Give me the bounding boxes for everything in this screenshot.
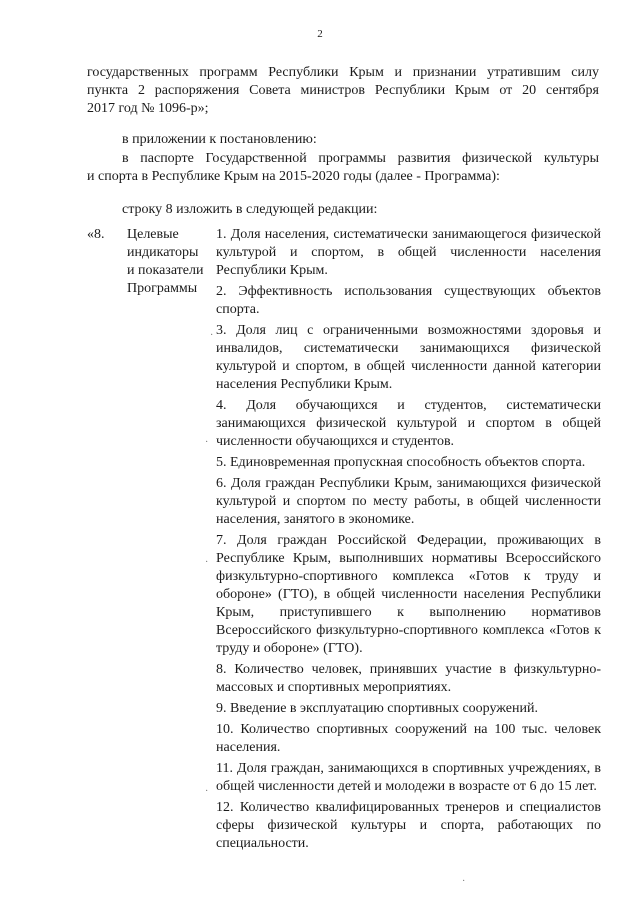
intro-line: 2017 год № 1096-р»; [87, 101, 209, 116]
instruction-paragraph [87, 201, 599, 219]
scan-speck: · [205, 437, 209, 448]
indicator-item: 3. Доля лиц с ограниченными возможностями здоровья и инвалидов, систематически занимающихся физической культурой и спортом, в общей численности данной категории населения Республики Крым. [216, 323, 601, 392]
indicator-list [216, 226, 601, 856]
passport-line: и спорта в Республике Крым на 2015-2020 годы (далее - Программа): [87, 169, 500, 184]
intro-line: государственных программ Республики Крым и признании утратившим силу [87, 65, 599, 80]
row-label-line: Программы [127, 281, 198, 296]
indicator-item: 6. Доля граждан Республики Крым, занимающихся физической культурой и спортом по месту работы, в общей численности населения, занятого в экономике. [216, 476, 601, 527]
passport-paragraph [87, 150, 599, 186]
indicator-item: 8. Количество человек, принявших участие в физкультурно-массовых и спортивных мероприятиях. [216, 662, 601, 695]
indicator-item: 12. Количество квалифицированных тренеров и специалистов сферы физической культуры и спорта, работающих по специальности. [216, 800, 601, 851]
scan-speck: · [210, 330, 214, 341]
scan-speck: · [205, 786, 209, 797]
row-label-line: Целевые [127, 227, 179, 242]
scan-speck: · [462, 876, 466, 887]
page-number: 2 [317, 28, 323, 40]
indicator-item: 5. Единовременная пропускная способность объектов спорта. [216, 455, 586, 470]
indicator-item: 1. Доля населения, систематически занимающегося физической культурой и спортом, в общей численности населения Республики Крым. [216, 227, 601, 278]
indicator-item: 2. Эффективность использования существующих объектов спорта. [216, 284, 601, 317]
appendix-text: в приложении к постановлению: [122, 132, 317, 147]
indicator-item: 7. Доля граждан Российской Федерации, проживающих в Республике Крым, выполнивших нормативы Всероссийского физкультурно-спортивного комплекса «Готов к труду и обороне» (ГТО), в общей численности населения Республики Крым, приступившего к выполнению нормативов Всероссийского физкультурно-спортивного комплекса «Готов к труду и обороне» (ГТО). [216, 533, 601, 656]
passport-line: в паспорте Государственной программы развития физической культуры [122, 151, 599, 166]
instruction-text: строку 8 изложить в следующей редакции: [122, 202, 378, 217]
row-label [127, 226, 219, 298]
scan-speck: · [205, 557, 209, 568]
intro-line: пункта 2 распоряжения Совета министров Республики Крым от 20 сентября [87, 83, 599, 98]
row-number: «8. [87, 227, 105, 242]
indicator-item: 4. Доля обучающихся и студентов, систематически занимающихся физической культурой и спортом в общей численности обучающихся и студентов. [216, 398, 601, 449]
intro-paragraph-continuation [87, 64, 599, 118]
row-label-line: индикаторы [127, 245, 199, 260]
indicator-item: 9. Введение в эксплуатацию спортивных сооружений. [216, 701, 538, 716]
row-label-line: и показатели [127, 263, 204, 278]
indicator-item: 11. Доля граждан, занимающихся в спортивных учреждениях, в общей численности детей и молодежи в возрасте от 6 до 15 лет. [216, 761, 601, 794]
indicator-item: 10. Количество спортивных сооружений на 100 тыс. человек населения. [216, 722, 601, 755]
appendix-paragraph [87, 131, 599, 149]
